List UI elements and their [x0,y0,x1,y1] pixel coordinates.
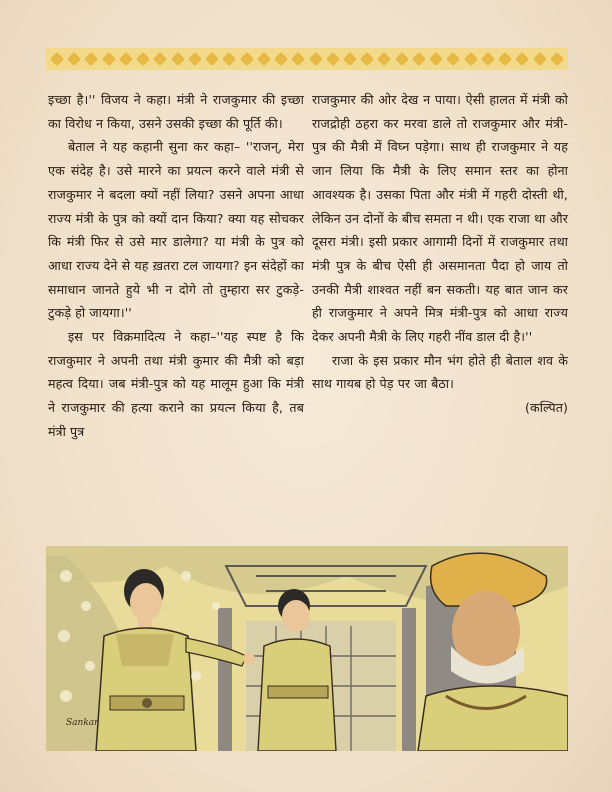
decorative-border [46,48,568,70]
paragraph: इस पर विक्रमादित्य ने कहा–''यह स्पष्ट है कि राजकुमार ने अपनी तथा मंत्री कुमार की मैत्री को बड़ा महत्व दिया। जब मंत्री-पुत्र को यह मालूम हुआ कि मंत्री ने राजकुमार की हत्या कराने का प्रयत्न किया है, तब मंत्री पुत्र [48,329,304,439]
paragraph: राजकुमार की ओर देख न पाया। ऐसी हालत में मंत्री को राजद्रोही ठहरा कर मरवा डाले तो राजकुमार और मंत्री-पुत्र की मैत्री में विघ्न पड़ेगा। साथ ही राजकुमार ने यह जान लिया कि मैत्री के लिए समान स्तर का होना आवश्यक है। उसका पिता और मंत्री में गहरी दोस्ती थी, लेकिन उन दोनों के बीच समता न थी। एक राजा था और दूसरा मंत्री। इसी प्रकार आगामी दिनों में राजकुमार तथा मंत्री पुत्र के बीच ऐसी ही असमानता पैदा हो जाय तो उनकी मैत्री शाश्वत नहीं बन सकती। यह बात जान कर ही राजकुमार ने अपने मित्र मंत्री-पुत्र को आधा राज्य देकर अपनी मैत्री के लिए गहरी नींव डाल दी है।'' [312,92,568,345]
paragraph: बेताल ने यह कहानी सुना कर कहा– ''राजन्, मेरा एक संदेह है। उसे मारने का प्रयत्न करने वाले मंत्री से राजकुमार ने बदला क्यों नहीं लिया? उसने अपना आधा राज्य मंत्री के पुत्र को क्यों दान किया? क्या यह सोचकर कि मंत्री फिर से उसे मार डालेगा? या मंत्री के पुत्र को आधा राज्य देने से यह ख़तरा टल जायगा? इन संदेहों का समाधान जानते हुये भी न दोगे तो तुम्हारा सर टुकड़े-टुकड़े हो जायगा।'' [48,139,304,321]
paragraph: इच्छा है।'' विजय ने कहा। मंत्री ने राजकुमार की इच्छा का विरोध न किया, उसने उसकी इच्छा की पूर्ति की। [48,92,304,131]
left-text-column [48,88,304,444]
artist-signature: Sankar [66,718,99,728]
right-text-column [312,88,568,420]
story-credit: (कल्पित) [525,400,568,416]
story-illustration [46,546,568,751]
paragraph: राजा के इस प्रकार मौन भंग होते ही बेताल शव के साथ गायब हो पेड़ पर जा बैठा। [312,352,568,392]
